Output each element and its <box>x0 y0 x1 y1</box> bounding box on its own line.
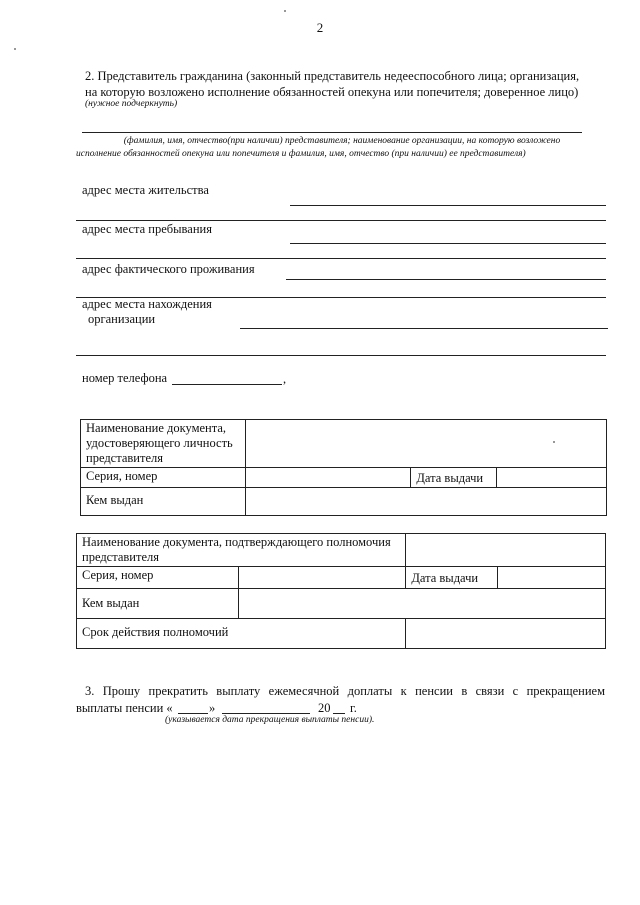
identity-issue-date-cell[interactable] <box>497 468 607 488</box>
identity-issued-by-cell[interactable] <box>245 488 606 516</box>
authority-series-label: Серия, номер <box>77 567 239 589</box>
authority-issue-date-label: Дата выдачи <box>406 567 498 589</box>
authority-doc-name-cell[interactable] <box>406 534 606 567</box>
section3-line2-prefix: выплаты пенсии « <box>76 701 173 715</box>
scan-speck <box>284 10 286 12</box>
authority-validity-label: Срок действия полномочий <box>77 619 406 649</box>
authority-series-cell[interactable] <box>238 567 406 589</box>
section2-note: (нужное подчеркнуть) <box>85 99 178 109</box>
identity-document-table <box>80 419 607 516</box>
org-label-1: адрес места нахождения <box>82 297 212 311</box>
actual-field[interactable] <box>286 279 606 280</box>
authority-issued-by-label: Кем выдан <box>77 589 239 619</box>
residence-label: адрес места жительства <box>82 183 209 197</box>
scan-speck <box>553 441 555 443</box>
identity-doc-name-cell[interactable] <box>245 420 606 468</box>
section3-line1: 3. Прошу прекратить выплату ежемесячной доплаты к пенсии в связи с прекращением <box>85 684 605 698</box>
org-field-2[interactable] <box>76 355 606 356</box>
identity-series-cell[interactable] <box>245 468 411 488</box>
actual-label: адрес фактического проживания <box>82 262 255 276</box>
section2-line2: на которую возложено исполнение обязанностей опекуна или попечителя; доверенное лицо) <box>85 85 579 99</box>
stay-field-2[interactable] <box>76 258 606 259</box>
representative-caption-1: (фамилия, имя, отчество(при наличии) представителя; наименование организации, на которую возложено <box>123 136 561 146</box>
org-label-2: организации <box>88 312 156 326</box>
section3-note: (указывается дата прекращения выплаты пенсии). <box>165 715 375 725</box>
authority-issued-by-cell[interactable] <box>238 589 605 619</box>
phone-field[interactable] <box>172 384 282 385</box>
section2-line1: 2. Представитель гражданина (законный представитель недееспособного лица; организация, <box>85 69 580 83</box>
section3-line2-year-suffix: г. <box>350 701 357 715</box>
authority-validity-cell[interactable] <box>406 619 606 649</box>
section3-line2-year-prefix: 20 <box>318 701 331 715</box>
identity-issue-date-label: Дата выдачи <box>411 468 497 488</box>
residence-field[interactable] <box>290 205 606 206</box>
authority-issue-date-cell[interactable] <box>498 567 606 589</box>
stay-label: адрес места пребывания <box>82 222 212 236</box>
representative-caption-2: исполнение обязанностей опекуна или попечителя и фамилия, имя, отчество (при наличии) ее представителя) <box>76 149 526 159</box>
authority-doc-name-label: Наименование документа, подтверждающего полномочия представителя <box>77 534 406 567</box>
scan-speck <box>14 48 16 50</box>
representative-name-line[interactable] <box>82 132 582 133</box>
stay-field[interactable] <box>290 243 606 244</box>
phone-comma: , <box>283 372 287 386</box>
identity-series-label: Серия, номер <box>81 468 246 488</box>
section3-line2-quote: » <box>209 701 216 715</box>
authority-document-table <box>76 533 606 649</box>
residence-field-2[interactable] <box>76 220 606 221</box>
page-number: 2 <box>316 20 324 35</box>
phone-label: номер телефона <box>82 371 168 385</box>
identity-doc-name-label: Наименование документа, удостоверяющего личность представителя <box>81 420 246 468</box>
identity-issued-by-label: Кем выдан <box>81 488 246 516</box>
org-field[interactable] <box>240 328 608 329</box>
